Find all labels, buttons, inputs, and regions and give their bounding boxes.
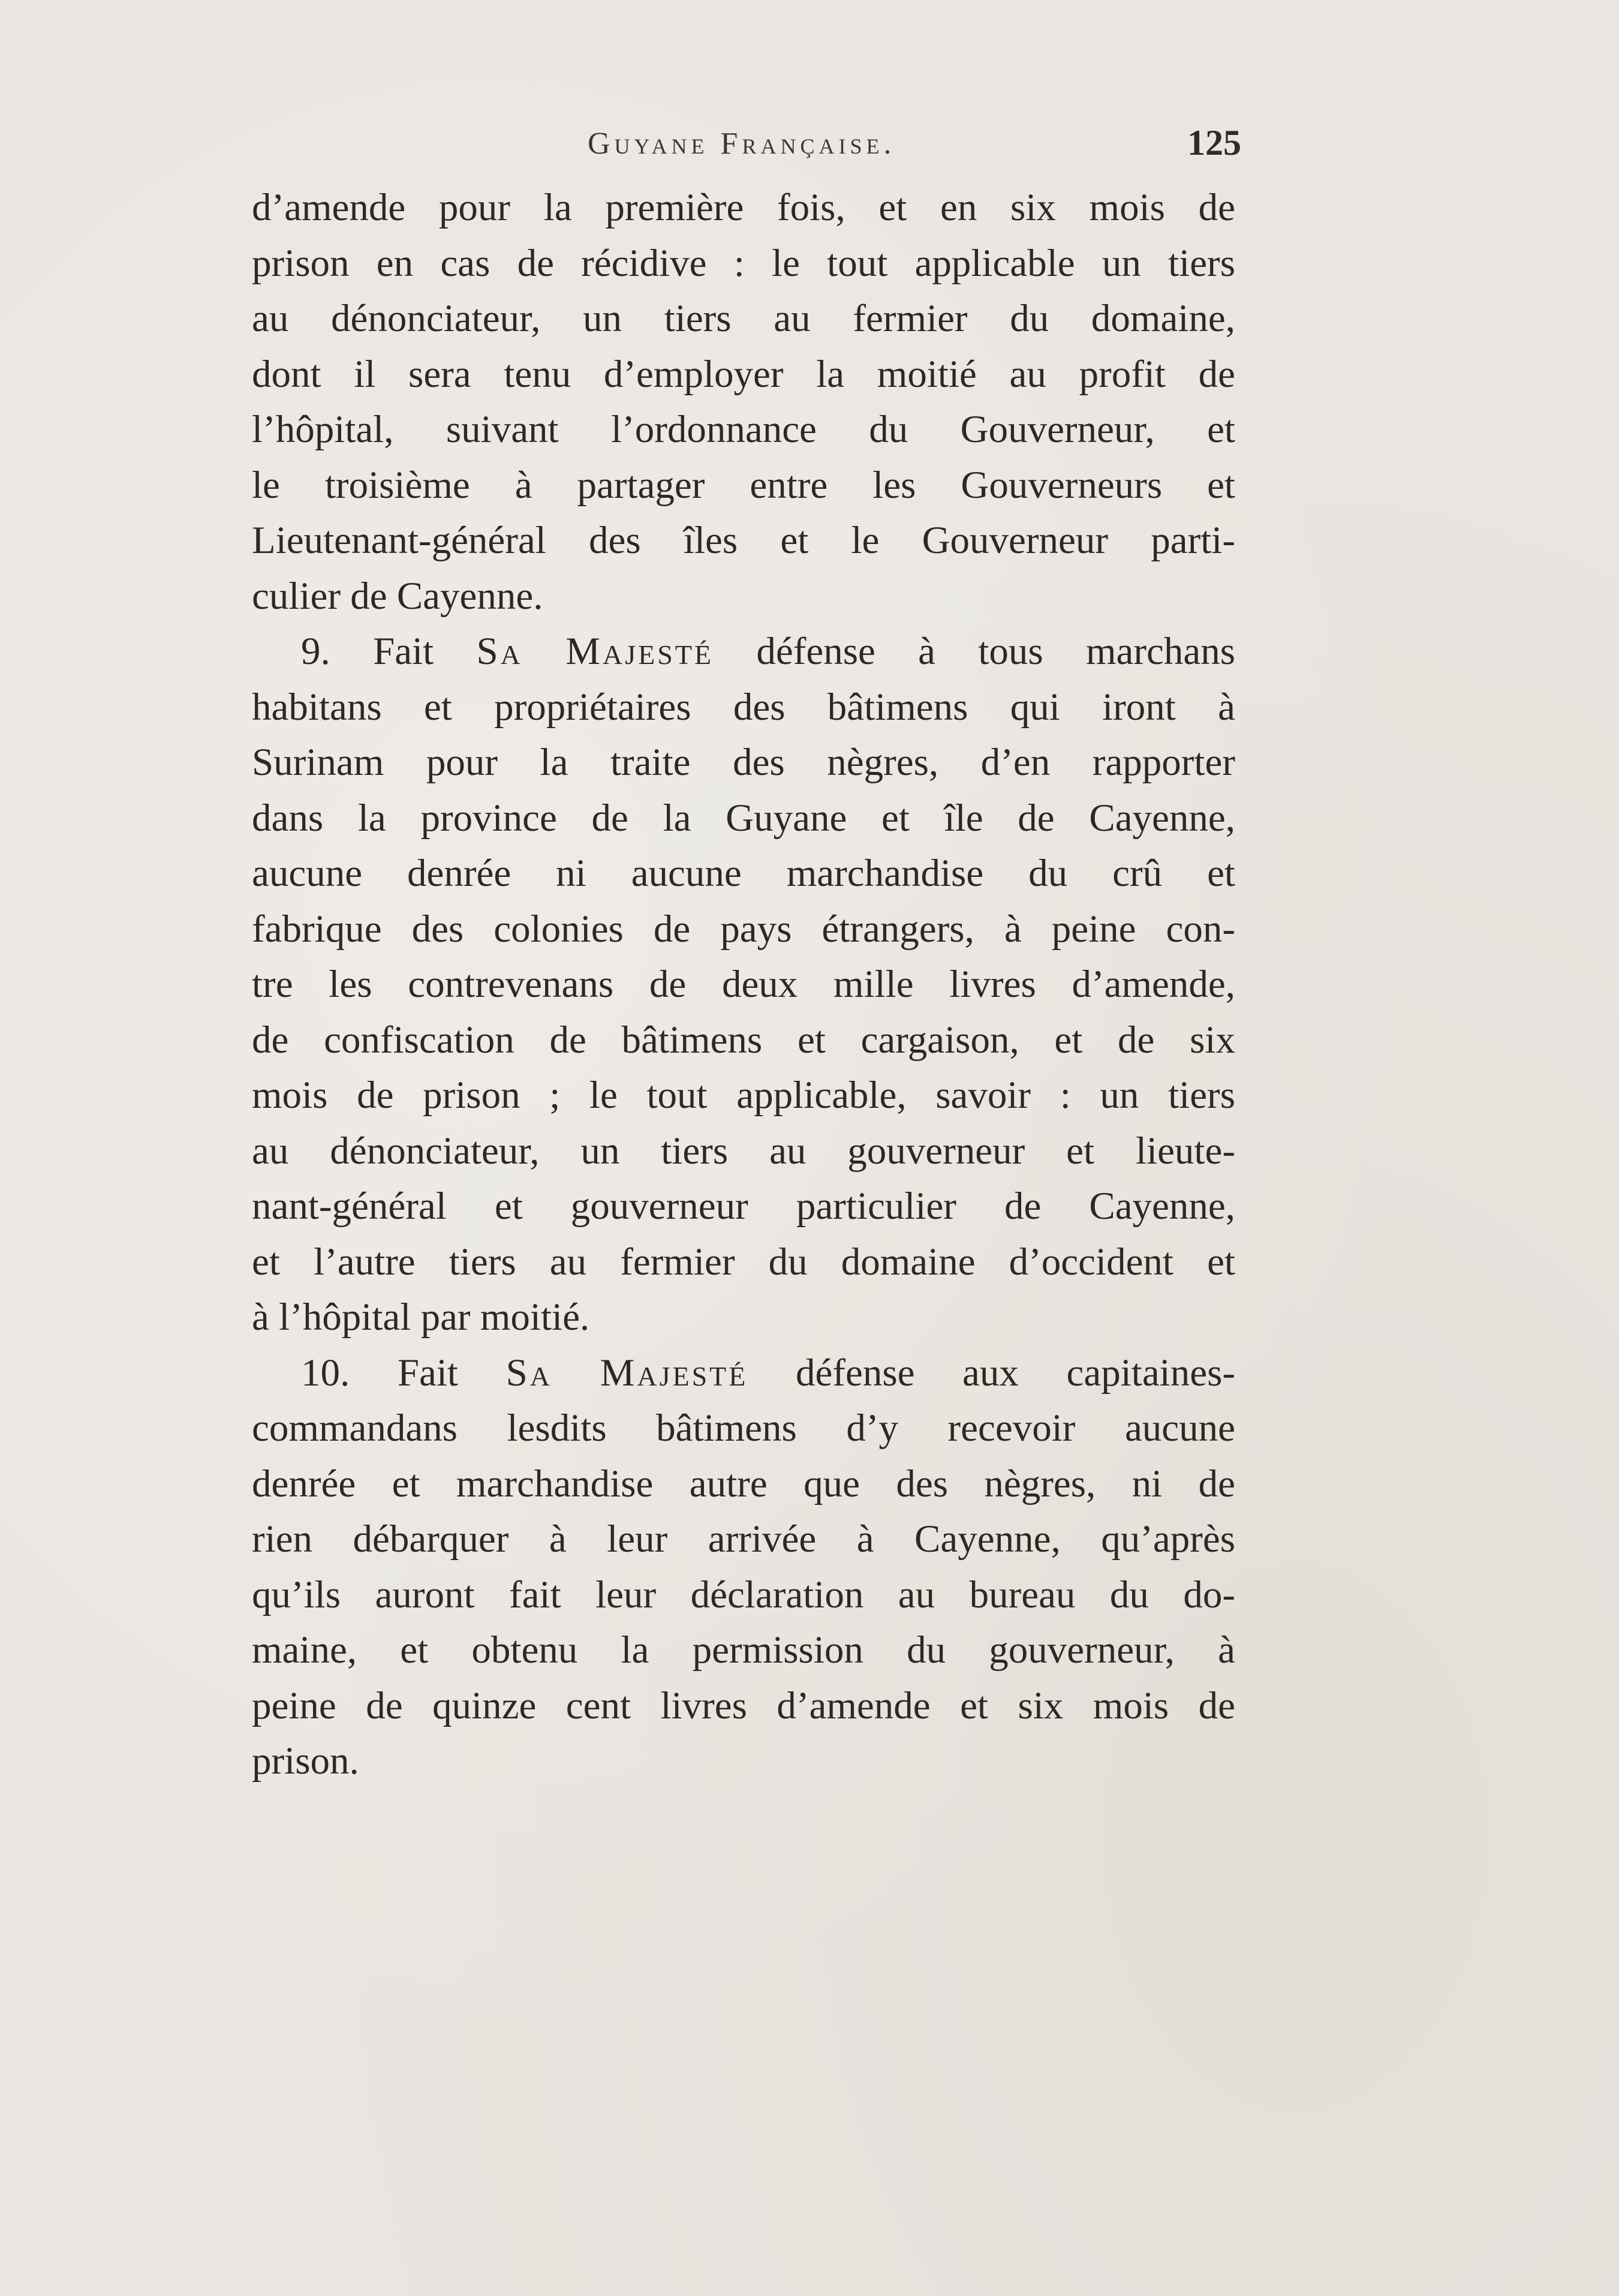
text-line: prison en cas de récidive : le tout applicable un tiers (252, 241, 1235, 285)
text-line: rien débarquer à leur arrivée à Cayenne, qu’après (252, 1517, 1235, 1561)
sa-smallcaps: Sa (476, 630, 523, 673)
page-number: 125 (1187, 123, 1241, 163)
text-line: dont il sera tenu d’employer la moitié au profit de (252, 352, 1235, 396)
article-10-number: 10. Fait (301, 1351, 458, 1395)
text-line: et l’autre tiers au fermier du domaine d’occident et (252, 1240, 1235, 1284)
running-title: Guyane Française. (588, 127, 896, 161)
text-line: tre les contrevenans de deux mille livres d’amende, (252, 963, 1235, 1006)
text-line: aucune denrée ni aucune marchandise du crû et (252, 852, 1235, 895)
majeste-smallcaps: Majesté (600, 1351, 748, 1395)
running-head (252, 123, 1241, 168)
text-line: culier de Cayenne. (252, 574, 543, 618)
text-line: au dénonciateur, un tiers au gouverneur et lieute- (252, 1129, 1235, 1173)
text-line: Lieutenant-général des îles et le Gouverneur parti- (252, 519, 1235, 562)
text-line: commandans lesdits bâtimens d’y recevoir aucune (252, 1407, 1235, 1450)
text-line: de confiscation de bâtimens et cargaison, et de six (252, 1018, 1235, 1062)
text-line: habitans et propriétaires des bâtimens qui iront à (252, 685, 1235, 729)
text-line: au dénonciateur, un tiers au fermier du domaine, (252, 297, 1235, 340)
text-line: qu’ils auront fait leur déclaration au bureau du do- (252, 1573, 1235, 1616)
article-10-lead (252, 1345, 1235, 1401)
text-line: dans la province de la Guyane et île de Cayenne, (252, 796, 1235, 840)
text-line: nant-général et gouverneur particulier de Cayenne, (252, 1185, 1235, 1228)
article-9-lead (252, 624, 1235, 680)
text-line: maine, et obtenu la permission du gouverneur, à (252, 1628, 1235, 1672)
text-line: mois de prison ; le tout applicable, savoir : un tiers (252, 1074, 1235, 1117)
body-text (252, 180, 1235, 1789)
majeste-smallcaps: Majesté (565, 630, 714, 673)
text-line: le troisième à partager entre les Gouverneurs et (252, 463, 1235, 507)
text-line: peine de quinze cent livres d’amende et six mois de (252, 1684, 1235, 1727)
text-line: Surinam pour la traite des nègres, d’en rapporter (252, 741, 1235, 784)
text-line: à l’hôpital par moitié. (252, 1296, 590, 1339)
article-9-lead-rest: défense à tous marchans (756, 630, 1236, 673)
text-line: l’hôpital, suivant l’ordonnance du Gouverneur, et (252, 408, 1235, 451)
article-9-number: 9. Fait (301, 630, 434, 673)
article-10-lead-rest: défense aux capitaines- (795, 1351, 1236, 1395)
text-line: prison. (252, 1739, 359, 1783)
text-line: fabrique des colonies de pays étrangers, à peine con- (252, 907, 1235, 951)
text-line: denrée et marchandise autre que des nègres, ni de (252, 1462, 1235, 1505)
text-line: d’amende pour la première fois, et en six mois de (252, 186, 1235, 229)
sa-smallcaps: Sa (505, 1351, 552, 1395)
